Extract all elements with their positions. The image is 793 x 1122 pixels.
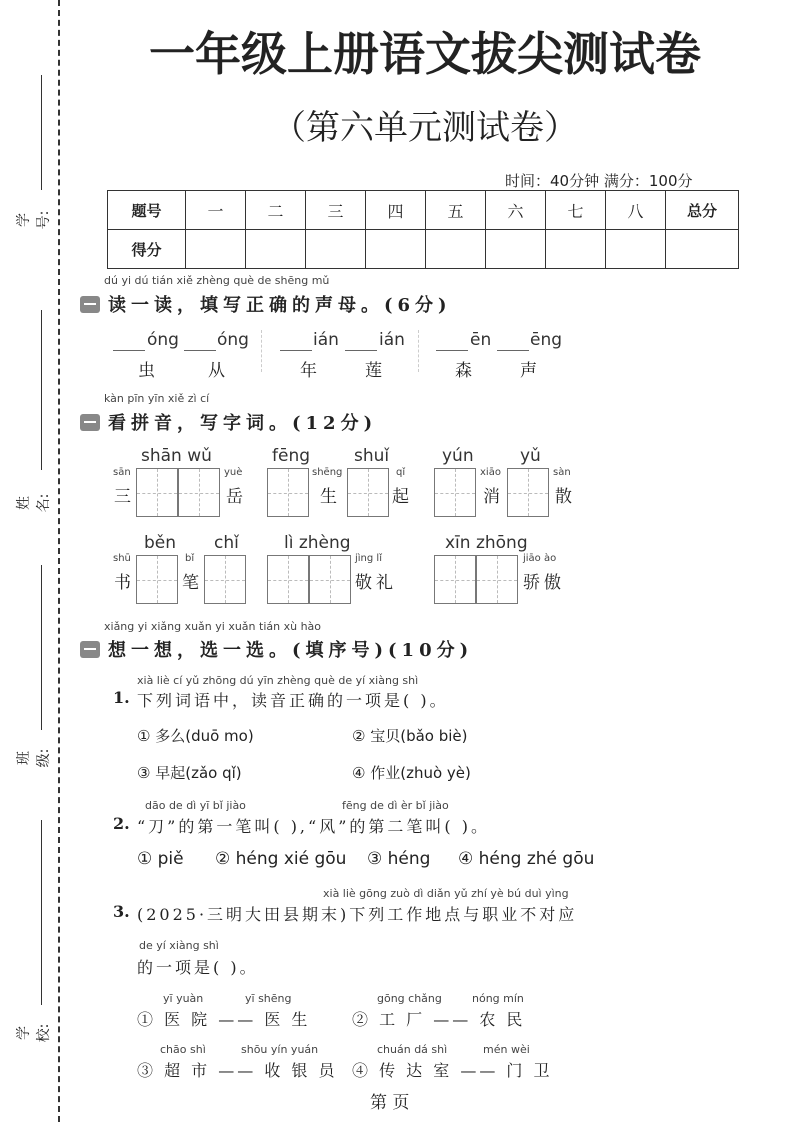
page-subtitle: （第六单元测试卷） bbox=[272, 108, 578, 148]
pinyin-final: óng bbox=[147, 330, 179, 350]
q2-option[interactable]: ③ héng bbox=[367, 849, 431, 869]
option-pinyin: nóng mín bbox=[472, 992, 524, 1005]
header-cell: 题号 bbox=[108, 191, 186, 230]
character: 森 bbox=[455, 361, 476, 381]
label-pinyin: jìng lǐ bbox=[355, 553, 382, 564]
option-pinyin: chāo shì bbox=[160, 1043, 206, 1056]
q1-option[interactable]: ④ 作业(zhuò yè) bbox=[352, 764, 471, 782]
q3-option[interactable]: ③ 超 市 —— 收 银 员 bbox=[137, 1061, 338, 1080]
header-cell: 六 bbox=[486, 191, 546, 230]
writing-box[interactable] bbox=[136, 555, 178, 604]
divider bbox=[261, 330, 262, 372]
word-pinyin: fēng bbox=[272, 446, 311, 466]
q1-number: 1. bbox=[113, 688, 130, 707]
label-character: 骄傲 bbox=[523, 573, 565, 593]
label-pinyin: sān bbox=[113, 467, 131, 478]
binding-line bbox=[58, 0, 60, 1122]
section2-pinyin: kàn pīn yīn xiě zì cí bbox=[104, 392, 210, 405]
q3-option[interactable]: ④ 传 达 室 —— 门 卫 bbox=[352, 1061, 553, 1080]
writing-box[interactable] bbox=[309, 555, 351, 604]
option-pinyin: gōng chǎng bbox=[377, 992, 442, 1005]
score-table bbox=[107, 190, 739, 269]
q3-pinyin: xià liè gōng zuò dì diǎn yǔ zhí yè bú duì yìng bbox=[323, 887, 569, 900]
score-cell[interactable] bbox=[606, 230, 666, 269]
label-character: 三 bbox=[114, 487, 135, 507]
time-score-info: 时间：40分钟 满分：100分 bbox=[505, 172, 693, 190]
header-cell: 二 bbox=[246, 191, 306, 230]
field-line bbox=[41, 310, 42, 470]
q2-pinyin-b: fēng de dì èr bǐ jiào bbox=[342, 799, 449, 812]
answer-blank[interactable] bbox=[345, 350, 377, 351]
section2-heading: 看拼音，写字词。(12分) bbox=[108, 413, 378, 434]
answer-blank[interactable] bbox=[436, 350, 468, 351]
word-pinyin: xīn zhōng bbox=[445, 533, 528, 553]
option-pinyin: shōu yín yuán bbox=[241, 1043, 319, 1056]
option-pinyin: chuán dá shì bbox=[377, 1043, 448, 1056]
label-pinyin: shū bbox=[113, 553, 131, 564]
q1-option[interactable]: ③ 早起(zǎo qǐ) bbox=[137, 764, 242, 782]
writing-box[interactable] bbox=[476, 555, 518, 604]
q1-option[interactable]: ② 宝贝(bǎo biè) bbox=[352, 727, 468, 745]
label-character: 岳 bbox=[226, 487, 247, 507]
label-pinyin: qǐ bbox=[396, 467, 406, 478]
label-character: 笔 bbox=[182, 573, 203, 593]
class-label: 班级: bbox=[16, 748, 52, 768]
score-cell[interactable] bbox=[486, 230, 546, 269]
word-pinyin: yǔ bbox=[520, 446, 541, 466]
label-character: 散 bbox=[555, 487, 576, 507]
header-cell: 八 bbox=[606, 191, 666, 230]
pinyin-final: ián bbox=[313, 330, 339, 350]
q2-option[interactable]: ② héng xié gōu bbox=[215, 849, 347, 869]
option-pinyin: mén wèi bbox=[483, 1043, 530, 1056]
character: 声 bbox=[520, 361, 541, 381]
school-label: 学校: bbox=[16, 1023, 52, 1043]
header-cell: 一 bbox=[186, 191, 246, 230]
q2-option[interactable]: ① piě bbox=[137, 849, 184, 869]
q3-pinyin-2: de yí xiàng shì bbox=[139, 939, 219, 952]
label-character: 生 bbox=[320, 487, 341, 507]
q2-option[interactable]: ④ héng zhé gōu bbox=[458, 849, 595, 869]
option-pinyin: yī yuàn bbox=[163, 992, 204, 1005]
table-row bbox=[108, 230, 739, 269]
section3-pinyin: xiǎng yi xiǎng xuǎn yi xuǎn tián xù hào bbox=[104, 620, 322, 633]
page-title: 一年级上册语文拔尖测试卷 bbox=[149, 27, 701, 81]
answer-blank[interactable] bbox=[113, 350, 145, 351]
answer-blank[interactable] bbox=[497, 350, 529, 351]
character: 莲 bbox=[365, 361, 386, 381]
q2-text: “刀”的第一笔叫( ),“风”的第二笔叫( )。 bbox=[137, 817, 490, 836]
q3-text: (2025·三明大田县期末)下列工作地点与职业不对应 bbox=[137, 905, 578, 924]
label-character: 敬礼 bbox=[355, 573, 397, 593]
word-pinyin: běn bbox=[144, 533, 177, 553]
pinyin-final: ēn bbox=[470, 330, 492, 350]
writing-box[interactable] bbox=[434, 555, 476, 604]
header-cell: 七 bbox=[546, 191, 606, 230]
word-pinyin: lì zhèng bbox=[284, 533, 351, 553]
score-cell[interactable] bbox=[546, 230, 606, 269]
score-label: 得分 bbox=[108, 230, 186, 269]
student-id-label: 学号: bbox=[16, 210, 52, 230]
name-label: 姓名: bbox=[16, 493, 52, 513]
word-pinyin: chǐ bbox=[214, 533, 239, 553]
section-number-icon bbox=[80, 641, 100, 658]
label-character: 消 bbox=[483, 487, 504, 507]
writing-box[interactable] bbox=[136, 468, 178, 517]
score-cell[interactable] bbox=[186, 230, 246, 269]
score-cell[interactable] bbox=[366, 230, 426, 269]
score-cell[interactable] bbox=[246, 230, 306, 269]
field-line bbox=[41, 565, 42, 730]
q3-number: 3. bbox=[113, 902, 130, 921]
writing-box[interactable] bbox=[267, 555, 309, 604]
field-line bbox=[41, 820, 42, 1005]
pinyin-final: óng bbox=[217, 330, 249, 350]
divider bbox=[418, 330, 419, 372]
q1-text: 下列词语中，读音正确的一项是( )。 bbox=[137, 691, 449, 710]
label-character: 起 bbox=[392, 487, 413, 507]
page-number: 第 页 bbox=[370, 1093, 410, 1113]
header-cell: 总分 bbox=[666, 191, 739, 230]
pinyin-final: ēng bbox=[530, 330, 563, 350]
field-line bbox=[41, 75, 42, 190]
header-cell: 三 bbox=[306, 191, 366, 230]
writing-box[interactable] bbox=[507, 468, 549, 517]
label-pinyin: jiāo ào bbox=[523, 553, 557, 564]
q1-pinyin: xià liè cí yǔ zhōng dú yīn zhèng què de yí xiàng shì bbox=[137, 674, 419, 687]
section3-heading: 想一想，选一选。(填序号)(10分) bbox=[108, 640, 474, 661]
label-pinyin: sàn bbox=[553, 467, 571, 478]
header-cell: 四 bbox=[366, 191, 426, 230]
character: 从 bbox=[208, 361, 229, 381]
writing-box[interactable] bbox=[434, 468, 476, 517]
writing-box[interactable] bbox=[204, 555, 246, 604]
q3-text-2: 的一项是( )。 bbox=[137, 958, 259, 977]
writing-box[interactable] bbox=[178, 468, 220, 517]
word-pinyin: shān wǔ bbox=[141, 446, 212, 466]
header-cell: 五 bbox=[426, 191, 486, 230]
character: 虫 bbox=[138, 361, 159, 381]
writing-box[interactable] bbox=[267, 468, 309, 517]
label-character: 书 bbox=[114, 573, 135, 593]
section1-heading: 读一读，填写正确的声母。(6分) bbox=[108, 295, 452, 316]
section-number-icon bbox=[80, 414, 100, 431]
answer-blank[interactable] bbox=[184, 350, 216, 351]
answer-blank[interactable] bbox=[280, 350, 312, 351]
q2-number: 2. bbox=[113, 814, 130, 833]
word-pinyin: shuǐ bbox=[354, 446, 390, 466]
q1-option[interactable]: ① 多么(duō mo) bbox=[137, 727, 254, 745]
writing-box[interactable] bbox=[347, 468, 389, 517]
q2-pinyin-a: dāo de dì yī bǐ jiào bbox=[145, 799, 246, 812]
pinyin-final: ián bbox=[379, 330, 405, 350]
word-pinyin: yún bbox=[442, 446, 474, 466]
character: 年 bbox=[300, 361, 321, 381]
label-pinyin: xiāo bbox=[480, 467, 501, 478]
score-cell[interactable] bbox=[426, 230, 486, 269]
label-pinyin: bǐ bbox=[185, 553, 195, 564]
label-pinyin: shēng bbox=[312, 467, 343, 478]
score-cell[interactable] bbox=[306, 230, 366, 269]
score-cell[interactable] bbox=[666, 230, 739, 269]
label-pinyin: yuè bbox=[224, 467, 243, 478]
section-number-icon bbox=[80, 296, 100, 313]
table-row bbox=[108, 191, 739, 230]
option-pinyin: yī shēng bbox=[245, 992, 292, 1005]
q3-option[interactable]: ② 工 厂 —— 农 民 bbox=[352, 1010, 526, 1029]
section1-pinyin: dú yi dú tián xiě zhèng què de shēng mǔ bbox=[104, 274, 330, 287]
q3-option[interactable]: ① 医 院 —— 医 生 bbox=[137, 1010, 311, 1029]
